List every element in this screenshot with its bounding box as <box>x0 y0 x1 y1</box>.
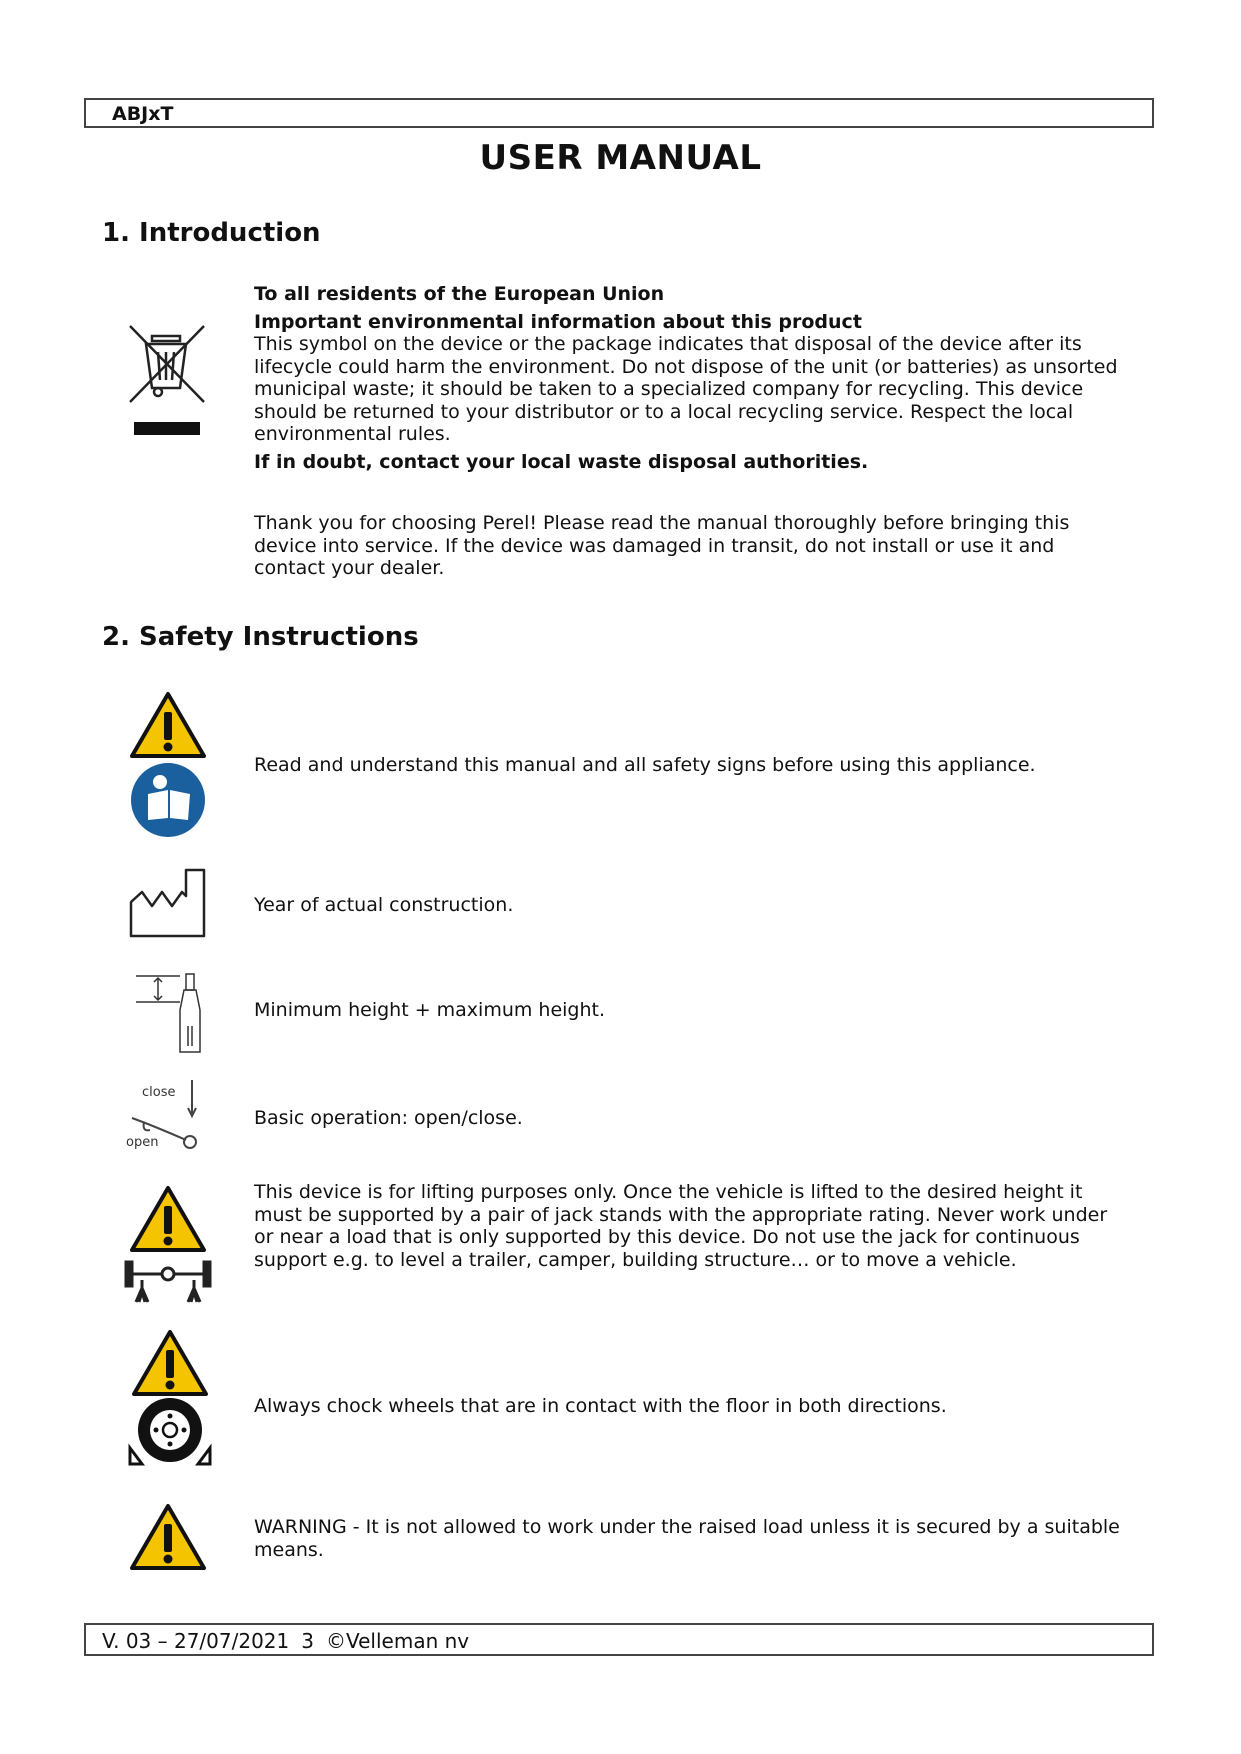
introduction-text <box>254 283 1124 473</box>
warning-icon <box>128 1502 208 1572</box>
safety-item-text: Year of actual construction. <box>254 894 514 916</box>
footer-text <box>102 1629 481 1653</box>
weee-bin-icon <box>124 322 208 442</box>
introduction-heading: 1. Introduction <box>102 218 321 248</box>
safety-heading: 2. Safety Instructions <box>102 622 419 652</box>
eu-heading: To all residents of the European Union <box>254 283 665 305</box>
factory-icon <box>128 866 208 938</box>
thanks-text: Thank you for choosing Perel! Please read the manual thoroughly before bringing this device into service. If the device was damaged in transit, do not install or use it and contact your dealer. <box>254 512 1070 579</box>
footer-copyright: ©Velleman nv <box>326 1629 470 1653</box>
jack-height-icon <box>130 966 210 1056</box>
warning-read-manual-icon <box>128 690 208 838</box>
safety-item-text: Basic operation: open/close. <box>254 1107 523 1129</box>
safety-item-text: Read and understand this manual and all safety signs before using this appliance. <box>254 754 1036 776</box>
warning-chock-wheels-icon <box>128 1328 212 1468</box>
open-close-icon <box>124 1076 216 1156</box>
env-text: This symbol on the device or the package indicates that disposal of the device after its lifecycle could harm the environment. Do not dispose of the unit (or batteries) as unsorted municipal waste; it should be taken to a specialized company for recycling. This device should be returned to your distributor or to a local recycling service. Respect the local environmental rules. <box>254 333 1118 445</box>
safety-item-text: This device is for lifting purposes only. Once the vehicle is lifted to the desired height it must be supported by a pair of jack stands with the appropriate rating. Never work under or near a load that is only supported by this device. Do not use the jack for continuous support e.g. to level a trailer, camper, building structure… or to move a vehicle. <box>254 1181 1108 1271</box>
model-code: ABJxT <box>112 103 174 125</box>
env-heading: Important environmental information about this product <box>254 310 862 333</box>
doubt-text: If in doubt, contact your local waste disposal authorities. <box>254 450 869 473</box>
footer-box <box>84 1623 1154 1656</box>
header-box <box>84 98 1154 128</box>
warning-jack-stands-icon <box>122 1184 214 1308</box>
open-label: open <box>126 1135 159 1150</box>
close-label: close <box>142 1085 176 1100</box>
safety-item-text: Minimum height + maximum height. <box>254 999 606 1021</box>
safety-item-text: Always chock wheels that are in contact with the floor in both directions. <box>254 1395 947 1417</box>
safety-item-text: WARNING - It is not allowed to work under the raised load unless it is secured by a suitable means. <box>254 1516 1120 1561</box>
page-title: USER MANUAL <box>479 138 762 178</box>
footer-version: V. 03 – 27/07/2021 <box>102 1629 290 1653</box>
footer-page-number: 3 <box>301 1629 314 1653</box>
